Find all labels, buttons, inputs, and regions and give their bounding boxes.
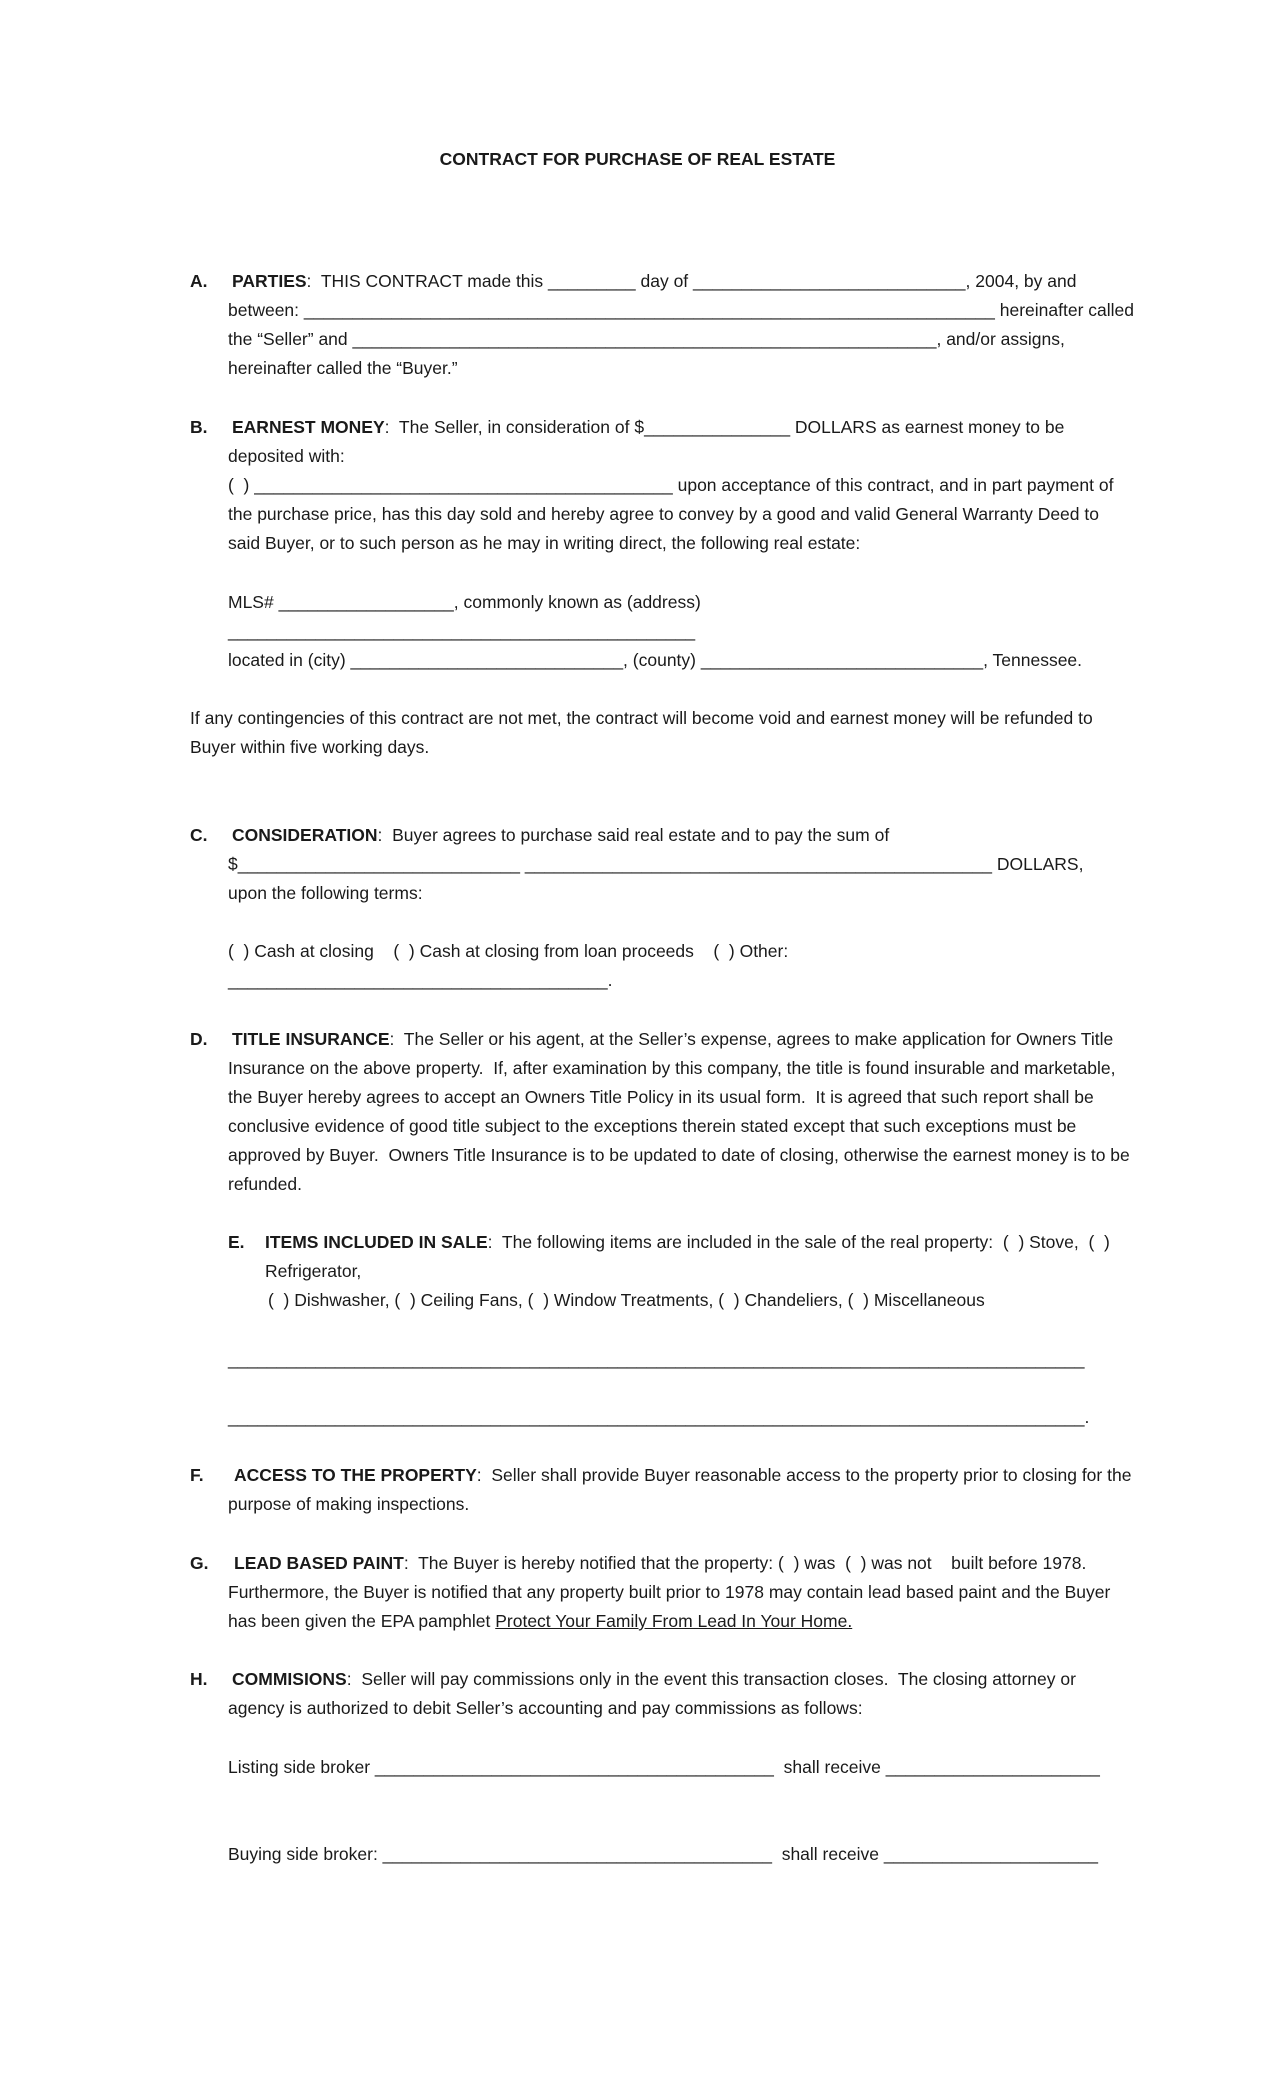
section-label: D. (190, 1029, 208, 1049)
section-line (232, 1028, 1113, 1050)
section-line: the “Seller” and ____________________________________________________________, and/or assigns, (228, 329, 1065, 349)
section-label: E. (228, 1232, 245, 1252)
section-label: B. (190, 417, 208, 437)
section-line: the purchase price, has this day sold and hereby agree to convey by a good and valid General Warranty Deed to (228, 504, 1099, 524)
section-line: agency is authorized to debit Seller’s accounting and pay commissions as follows: (228, 1698, 863, 1718)
line-text: : Buyer agrees to purchase said real estate and to pay the sum of (377, 825, 890, 845)
section-line: purpose of making inspections. (228, 1494, 470, 1514)
line-text: : The Buyer is hereby notified that the property: ( ) was ( ) was not built before 1978. (403, 1553, 1087, 1573)
section-line: ( ) ___________________________________________ upon acceptance of this contract, and in part payment of (228, 475, 1114, 495)
section-line: ( ) Dishwasher, ( ) Ceiling Fans, ( ) Window Treatments, ( ) Chandeliers, ( ) Miscellaneous (268, 1290, 985, 1310)
line-text: : Seller shall provide Buyer reasonable access to the property prior to closing for the (476, 1465, 1132, 1485)
section-heading: COMMISIONS (232, 1669, 347, 1689)
section-line: the Buyer hereby agrees to accept an Owners Title Policy in its usual form. It is agreed that such report shall be (228, 1087, 1094, 1107)
section-heading: EARNEST MONEY (232, 417, 385, 437)
section-line: between: _______________________________________________________________________ hereinafter called (228, 300, 1135, 320)
section-line: Insurance on the above property. If, after examination by this company, the title is found insurable and marketable, (228, 1058, 1116, 1078)
location-line: located in (city) ____________________________, (county) _____________________________, Tennessee. (228, 650, 1083, 670)
section-line: $_____________________________ ________________________________________________ DOLLARS, (228, 854, 1084, 874)
section-label: A. (190, 271, 208, 291)
line-text: : Seller will pay commissions only in the event this transaction closes. The closing attorney or (346, 1669, 1076, 1689)
line-text: has been given the EPA pamphlet (228, 1611, 496, 1631)
section-label: C. (190, 825, 208, 845)
pamphlet-title: Protect Your Family From Lead In Your Home. (495, 1611, 853, 1631)
section-label: G. (190, 1553, 209, 1573)
section-line (232, 416, 1064, 438)
mls-line: MLS# __________________, commonly known as (address) (228, 592, 701, 612)
items-blank: ________________________________________________________________________________________. (228, 1407, 1090, 1427)
line-text: : The Seller or his agent, at the Seller’s expense, agrees to make application for Owners Title (389, 1029, 1114, 1049)
items-blank: ________________________________________________________________________________________ (228, 1349, 1085, 1369)
payment-options: ( ) Cash at closing ( ) Cash at closing from loan proceeds ( ) Other: (228, 941, 789, 961)
address-blank: ________________________________________________ (228, 621, 696, 641)
section-line (265, 1231, 1110, 1253)
section-heading: ACCESS TO THE PROPERTY (234, 1465, 477, 1485)
line-text: : THIS CONTRACT made this _________ day of ____________________________, 2004, by and (306, 271, 1077, 291)
section-line: refunded. (228, 1174, 302, 1194)
section-heading: TITLE INSURANCE (232, 1029, 390, 1049)
section-label: F. (190, 1465, 204, 1485)
other-blank: _______________________________________. (228, 970, 613, 990)
buying-broker-line: Buying side broker: ________________________________________ shall receive ______________________ (228, 1844, 1098, 1864)
section-heading: ITEMS INCLUDED IN SALE (265, 1232, 488, 1252)
section-line: approved by Buyer. Owners Title Insurance is to be updated to date of closing, otherwise the earnest money is to be (228, 1145, 1130, 1165)
section-line: Refrigerator, (265, 1261, 362, 1281)
page-title: CONTRACT FOR PURCHASE OF REAL ESTATE (439, 149, 836, 169)
section-label: H. (190, 1669, 208, 1689)
section-line (232, 1668, 1076, 1690)
section-line: upon the following terms: (228, 883, 423, 903)
section-line: Furthermore, the Buyer is notified that any property built prior to 1978 may contain lead based paint and the Buyer (228, 1582, 1111, 1602)
section-line (232, 824, 889, 846)
paragraph-line: If any contingencies of this contract are not met, the contract will become void and earnest money will be refunded to (190, 708, 1093, 728)
section-heading: LEAD BASED PAINT (234, 1553, 404, 1573)
section-line: said Buyer, or to such person as he may in writing direct, the following real estate: (228, 533, 861, 553)
section-line: hereinafter called the “Buyer.” (228, 358, 458, 378)
line-text: : The following items are included in the sale of the real property: ( ) Stove, ( ) (487, 1232, 1110, 1252)
section-line (234, 1552, 1086, 1574)
section-line: conclusive evidence of good title subject to the exceptions therein stated except that such exceptions must be (228, 1116, 1077, 1136)
section-line (228, 1610, 852, 1632)
line-text: : The Seller, in consideration of $_______________ DOLLARS as earnest money to be (384, 417, 1065, 437)
section-line (232, 270, 1076, 292)
listing-broker-line: Listing side broker _________________________________________ shall receive ______________________ (228, 1757, 1100, 1777)
section-line: deposited with: (228, 446, 345, 466)
section-heading: CONSIDERATION (232, 825, 378, 845)
section-heading: PARTIES (232, 271, 307, 291)
section-line (234, 1464, 1131, 1486)
paragraph-line: Buyer within five working days. (190, 737, 430, 757)
